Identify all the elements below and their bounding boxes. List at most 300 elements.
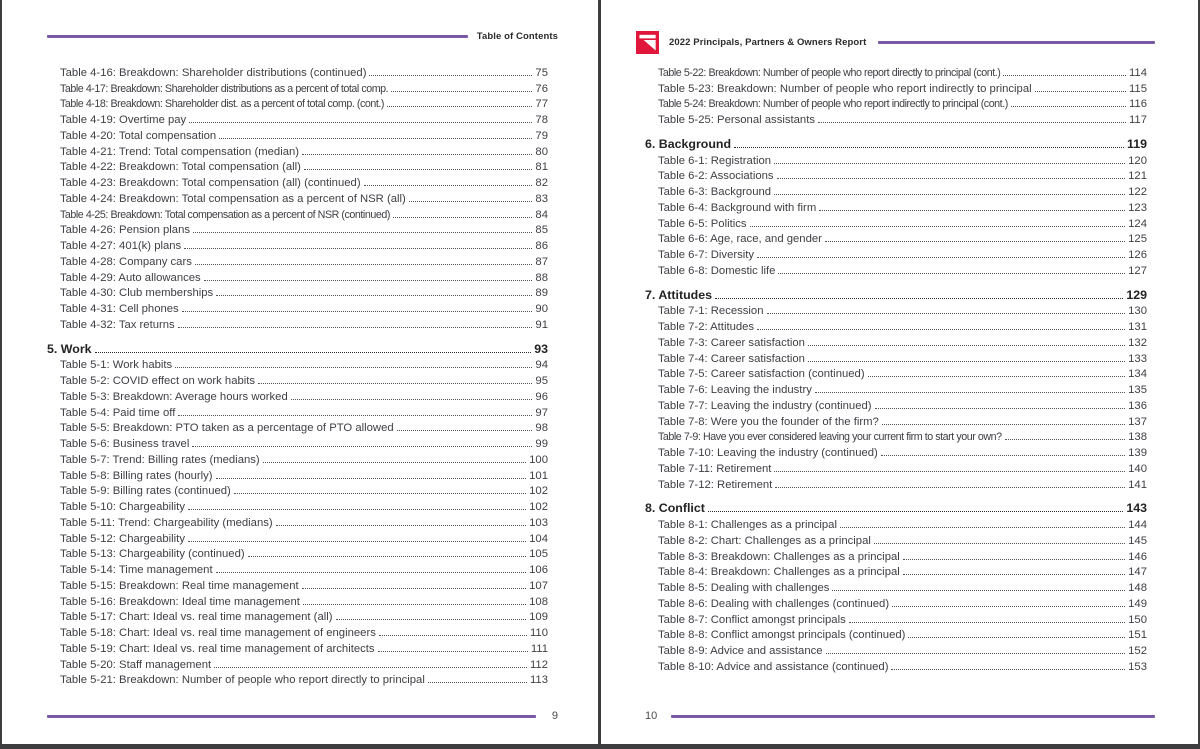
toc-entry-title: Table 8-7: Conflict amongst principals [658,613,846,626]
toc-page-ref: 117 [1128,114,1147,126]
toc-entry-row[interactable] [47,466,548,482]
toc-page-ref: 144 [1128,519,1147,531]
dot-leader [214,667,527,668]
toc-page-ref: 126 [1128,249,1147,261]
toc-entry-title: Table 5-7: Trend: Billing rates (medians) [60,453,260,466]
dot-leader [216,572,527,573]
toc-entry-row[interactable] [47,592,548,608]
dot-leader [840,527,1125,528]
toc-entry-title: 6. Background [645,136,732,151]
toc-entry-row[interactable] [645,563,1147,579]
toc-entry-title: Table 5-5: Breakdown: PTO taken as a percentage of PTO allowed [60,422,394,435]
dot-leader [336,619,527,620]
dot-leader [777,178,1126,179]
toc-entry-title: Table 7-9: Have you ever considered leaving your current firm to start your own? [658,431,1002,444]
toc-page-ref: 109 [529,611,548,624]
toc-entry-row[interactable] [47,623,548,639]
toc-page-ref: 132 [1128,336,1147,349]
toc-page-ref: 136 [1128,399,1147,412]
dot-leader [304,169,532,170]
toc-entry-row[interactable] [47,371,548,387]
toc-page-ref: 98 [535,422,548,435]
dot-leader [189,122,532,123]
toc-entry-title: Table 5-25: Personal assistants [658,114,815,126]
toc-entry-row[interactable] [47,513,548,529]
toc-page-ref: 83 [535,192,548,205]
toc-entry-row[interactable] [645,245,1147,261]
dot-leader [832,590,1125,591]
toc-entry-title: Table 6-1: Registration [658,154,772,167]
toc-page-ref: 101 [529,469,548,482]
toc-entry-title: Table 5-23: Breakdown: Number of people who report indirectly to principal [658,82,1032,95]
dot-leader [875,408,1126,409]
toc-page-left [2,0,598,744]
toc-entry-row[interactable] [47,560,548,576]
dot-leader [903,574,1125,575]
dot-leader [750,226,1126,227]
toc-section-row[interactable] [645,135,1147,151]
dot-leader [428,682,527,683]
toc-entry-title: Table 8-3: Breakdown: Challenges as a principal [658,550,900,563]
toc-entry-title: Table 7-5: Career satisfaction (continued) [658,368,865,381]
header-rule [47,35,468,38]
toc-entry-title: Table 4-18: Breakdown: Shareholder dist. as a percent of total comp. (cont.) [60,98,385,111]
toc-section-row[interactable] [645,286,1147,302]
toc-page-ref: 87 [535,255,548,268]
header-rule [878,41,1155,44]
dot-leader [369,75,532,76]
dot-leader [849,622,1125,623]
toc-entry-row[interactable] [47,236,548,252]
dot-leader [378,651,528,652]
dot-leader [708,511,1123,512]
toc-page-ref: 81 [535,161,548,174]
toc-entry-title: Table 6-3: Background [658,186,772,198]
toc-page-ref: 146 [1128,550,1147,563]
toc-entry-title: Table 5-22: Breakdown: Number of people who report directly to principal (cont.) [658,66,1001,79]
toc-page-ref: 93 [534,341,548,356]
dot-leader [393,217,532,218]
toc-entry-row[interactable] [645,182,1147,198]
toc-entry-title: Table 4-24: Breakdown: Total compensation as a percent of NSR (all) [60,192,406,205]
toc-entry-title: Table 7-2: Attitudes [658,321,755,333]
dot-leader [882,424,1125,425]
footer-rule [47,715,536,718]
toc-page-ref: 121 [1128,170,1147,183]
dot-leader [192,446,532,447]
dot-leader [1005,439,1126,440]
toc-page-right [601,0,1198,744]
page-footer [645,710,1155,722]
dot-leader [757,257,1125,258]
toc-entry-row[interactable] [47,126,548,142]
toc-entry-row[interactable] [645,261,1147,277]
toc-entry-row[interactable] [47,639,548,655]
toc-page-ref: 137 [1128,415,1147,428]
toc-entry-title: Table 5-20: Staff management [60,658,212,671]
header-title: 2022 Principals, Partners & Owners Report [669,37,867,48]
toc-entry-row[interactable] [645,365,1147,381]
toc-page-ref: 99 [535,438,548,450]
toc-entry-row[interactable] [47,268,548,284]
toc-page-ref: 141 [1128,478,1147,491]
toc-entry-title: Table 6-8: Domestic life [658,264,776,277]
toc-entry-row[interactable] [47,529,548,545]
dot-leader [178,327,533,328]
toc-entry-title: 7. Attitudes [645,287,713,302]
dot-leader [775,487,1125,488]
dot-leader [778,273,1125,274]
toc-entry-row[interactable] [645,610,1147,626]
toc-entry-title: Table 5-24: Breakdown: Number of people who report indirectly to principal (cont.) [658,98,1008,111]
toc-page-ref: 119 [1127,136,1147,151]
toc-entry-title: Table 5-13: Chargeability (continued) [60,548,245,561]
toc-entry-row[interactable] [47,315,548,331]
toc-page-ref: 78 [535,114,548,126]
dot-leader [1011,106,1126,107]
toc-entry-row[interactable] [47,158,548,174]
toc-entry-title: Table 8-5: Dealing with challenges [658,582,830,594]
toc-page-ref: 143 [1126,501,1147,516]
toc-page-ref: 150 [1128,613,1147,626]
dot-leader [815,392,1125,393]
toc-entry-row[interactable] [47,252,548,268]
dot-leader [892,606,1125,607]
toc-entry-title: Table 5-14: Time management [60,564,213,576]
toc-entry-title: Table 7-6: Leaving the industry [658,384,812,396]
dot-leader [808,361,1125,362]
dot-leader [715,298,1123,299]
toc-entry-title: Table 5-12: Chargeability [60,532,185,545]
toc-entry-title: Table 4-23: Breakdown: Total compensation (all) (continued) [60,177,361,189]
toc-entry-row[interactable] [645,531,1147,547]
toc-page-ref: 100 [529,453,548,466]
toc-page-ref: 79 [535,129,548,142]
toc-entry-title: Table 5-2: COVID effect on work habits [60,375,256,387]
dot-leader [1035,91,1126,92]
dot-leader [826,653,1126,654]
toc-entry-row[interactable] [645,167,1147,183]
toc-entry-row[interactable] [645,214,1147,230]
toc-page-ref: 95 [535,375,548,387]
toc-page-ref: 88 [535,271,548,284]
toc-entry-title: Table 4-21: Trend: Total compensation (median) [60,145,300,158]
toc-page-ref: 89 [535,287,548,300]
dot-leader [1003,75,1126,76]
toc-entry-row[interactable] [645,475,1147,491]
toc-entry-row[interactable] [47,671,548,687]
toc-entry-row[interactable] [645,594,1147,610]
toc-entry-row[interactable] [645,151,1147,167]
toc-entry-row[interactable] [645,515,1147,531]
toc-entry-title: Table 4-29: Auto allowances [60,271,201,284]
toc-entry-title: Table 5-21: Breakdown: Number of people who report directly to principal [60,674,425,687]
toc-page-ref: 94 [535,359,548,372]
dot-leader [195,264,533,265]
toc-entry-row[interactable] [47,655,548,671]
toc-entry-title: Table 7-3: Career satisfaction [658,336,805,349]
toc-section-row[interactable] [47,340,548,356]
toc-page-ref: 97 [535,406,548,419]
toc-page-ref: 122 [1128,186,1147,198]
toc-entry-row[interactable] [47,545,548,561]
toc-entry-row[interactable] [645,198,1147,214]
toc-entry-title: Table 7-11: Retirement [658,462,772,475]
toc-page-ref: 129 [1126,287,1147,302]
dot-leader [379,635,527,636]
dot-leader [234,493,526,494]
toc-entry-title: Table 8-4: Breakdown: Challenges as a principal [658,566,900,579]
toc-entry-row[interactable] [645,578,1147,594]
toc-entry-row[interactable] [47,63,548,79]
toc-entry-row[interactable] [645,428,1147,444]
page-number: 10 [645,710,658,722]
dot-leader [178,415,532,416]
toc-page-ref: 153 [1128,660,1147,673]
toc-page-ref: 147 [1128,566,1147,579]
toc-entry-row[interactable] [47,142,548,158]
dot-leader [391,91,532,92]
toc-entry-title: Table 5-10: Chargeability [60,501,185,513]
toc-section-row[interactable] [645,500,1147,516]
toc-entry-title: 8. Conflict [645,501,705,516]
toc-entry-row[interactable] [47,110,548,126]
toc-entry-title: Table 5-6: Business travel [60,438,190,450]
toc-entry-title: Table 5-1: Work habits [60,359,173,372]
toc-page-ref: 145 [1128,534,1147,547]
dot-leader [908,637,1125,638]
page-number: 9 [551,710,558,722]
toc-entry-row[interactable] [47,450,548,466]
toc-entry-title: Table 4-30: Club memberships [60,287,214,300]
toc-page-ref: 84 [535,208,548,221]
toc-page-ref: 108 [529,595,548,608]
dot-leader [276,525,526,526]
toc-entry-title: Table 4-17: Breakdown: Shareholder distributions as a percent of total comp. [60,82,389,95]
toc-entry-title: Table 4-22: Breakdown: Total compensation (all) [60,161,301,174]
toc-entry-row[interactable] [47,79,548,95]
toc-page-ref: 123 [1128,201,1147,214]
toc-entry-row[interactable] [645,380,1147,396]
toc-page-ref: 90 [535,303,548,315]
toc-page-ref: 96 [535,390,548,403]
toc-page-ref: 127 [1128,264,1147,277]
toc-entry-title: Table 8-6: Dealing with challenges (continued) [658,597,890,610]
toc-entry-row[interactable] [47,95,548,111]
dot-leader [219,138,532,139]
toc-entry-row[interactable] [645,317,1147,333]
dot-leader [818,122,1126,123]
toc-entry-row[interactable] [47,608,548,624]
toc-entry-row[interactable] [47,173,548,189]
toc-entry-row[interactable] [47,221,548,237]
toc-page-ref: 80 [535,145,548,158]
toc-page-ref: 106 [529,564,548,576]
toc-entry-row[interactable] [645,110,1147,126]
toc-entry-title: Table 5-9: Billing rates (continued) [60,485,231,498]
toc-entry-title: Table 4-28: Company cars [60,255,192,268]
toc-page-ref: 103 [529,516,548,529]
toc-entry-row[interactable] [645,459,1147,475]
page-header [636,31,1155,54]
toc-page-ref: 149 [1128,597,1147,610]
toc-entry-title: Table 5-18: Chart: Ideal vs. real time management of engineers [60,627,376,639]
dot-leader [903,559,1125,560]
dot-leader [891,669,1125,670]
toc-page-ref: 124 [1128,217,1147,230]
dot-leader [263,462,526,463]
dot-leader [302,588,527,589]
toc-entry-title: Table 7-10: Leaving the industry (continued) [658,447,878,459]
toc-entry-title: Table 4-25: Breakdown: Total compensation as a percent of NSR (continued) [60,208,390,221]
toc-page-ref: 105 [529,548,548,561]
toc-entry-row[interactable] [47,419,548,435]
toc-page-ref: 91 [535,318,548,331]
toc-entry-row[interactable] [47,387,548,403]
toc-entry-title: Table 5-8: Billing rates (hourly) [60,469,213,482]
toc-entry-row[interactable] [645,547,1147,563]
toc-page-ref: 134 [1128,368,1147,381]
dot-leader [258,383,532,384]
toc-page-ref: 138 [1128,431,1147,444]
toc-entry-title: Table 4-19: Overtime pay [60,114,187,126]
toc-page-ref: 77 [535,98,548,111]
toc-entry-title: Table 5-4: Paid time off [60,406,176,419]
page-footer [47,710,558,722]
toc-entry-title: Table 7-12: Retirement [658,478,773,491]
toc-page-ref: 82 [535,177,548,189]
toc-entry-title: Table 4-27: 401(k) plans [60,240,182,252]
dot-leader [774,163,1125,164]
toc-page-ref: 107 [529,579,548,592]
toc-page-ref: 110 [529,627,548,639]
dot-leader [188,509,526,510]
toc-entry-row[interactable] [645,95,1147,111]
toc-page-ref: 130 [1128,305,1147,318]
dot-leader [774,194,1125,195]
toc-page-ref: 139 [1128,447,1147,459]
toc-entry-title: Table 7-4: Career satisfaction [658,352,805,365]
toc-entry-row[interactable] [645,641,1147,657]
dot-leader [204,280,533,281]
dot-leader [409,201,533,202]
toc-entry-row[interactable] [47,189,548,205]
toc-entry-title: Table 4-20: Total compensation [60,129,217,142]
toc-page-ref: 125 [1128,233,1147,246]
toc-page-ref: 131 [1128,321,1147,333]
toc-entry-row[interactable] [645,230,1147,246]
dot-leader [397,430,533,431]
toc-page-ref: 152 [1128,645,1147,657]
toc-entry-row[interactable] [47,482,548,498]
toc-entry-title: Table 8-1: Challenges as a principal [658,519,837,531]
toc-page-ref: 111 [530,642,548,655]
toc-page-ref: 76 [535,82,548,95]
toc-page-ref: 140 [1128,462,1147,475]
toc-page-ref: 85 [535,224,548,237]
toc-entry-row[interactable] [645,333,1147,349]
header-title: Table of Contents [476,31,558,42]
toc-entry-row[interactable] [47,299,548,315]
toc-entry-row[interactable] [645,657,1147,673]
toc-entry-title: Table 5-3: Breakdown: Average hours worked [60,390,288,403]
toc-entry-row[interactable] [47,205,548,221]
dot-leader [774,471,1125,472]
toc-entry-row[interactable] [645,302,1147,318]
toc-entry-row[interactable] [645,79,1147,95]
toc-page-ref: 151 [1128,629,1147,642]
toc-entry-row[interactable] [645,349,1147,365]
toc-page-ref: 133 [1128,352,1147,365]
dot-leader [248,556,527,557]
toc-entry-row[interactable] [47,576,548,592]
toc-entry-title: Table 4-26: Pension plans [60,224,191,237]
dot-leader [881,455,1125,456]
dot-leader [193,232,532,233]
dot-leader [757,329,1125,330]
toc-page-ref: 135 [1128,384,1147,396]
toc-entry-title: Table 5-16: Breakdown: Ideal time management [60,595,300,608]
toc-list [47,63,548,686]
toc-page-ref: 148 [1128,582,1147,594]
toc-entry-row[interactable] [47,356,548,372]
toc-page-ref: 115 [1128,82,1147,95]
toc-entry-title: Table 5-19: Chart: Ideal vs. real time management of architects [60,642,375,655]
toc-entry-title: Table 4-16: Breakdown: Shareholder distributions (continued) [60,66,367,79]
toc-entry-title: Table 6-7: Diversity [658,249,755,261]
toc-page-ref: 113 [529,674,548,687]
toc-page-ref: 75 [535,66,548,79]
zweig-group-logo-icon [636,31,659,54]
toc-entry-title: Table 8-8: Conflict amongst principals (continued) [658,629,906,642]
toc-entry-title: Table 6-5: Politics [658,217,747,230]
toc-entry-row[interactable] [645,396,1147,412]
toc-page-ref: 116 [1128,98,1147,111]
dot-leader [95,352,532,353]
dot-leader [808,345,1125,346]
toc-entry-title: Table 5-17: Chart: Ideal vs. real time management (all) [60,611,333,624]
page-header [47,31,558,42]
toc-entry-title: Table 6-4: Background with firm [658,201,817,214]
toc-entry-title: Table 8-2: Chart: Challenges as a principal [658,534,871,547]
toc-entry-title: Table 4-32: Tax returns [60,318,175,331]
toc-entry-title: Table 7-8: Were you the founder of the firm? [658,415,879,428]
toc-entry-title: Table 5-11: Trend: Chargeability (medians) [60,516,273,529]
toc-entry-row[interactable] [645,412,1147,428]
dot-leader [216,478,527,479]
toc-entry-title: 5. Work [47,341,92,356]
toc-entry-row[interactable] [645,626,1147,642]
toc-entry-row[interactable] [47,284,548,300]
dot-leader [734,147,1124,148]
toc-page-ref: 86 [535,240,548,252]
dot-leader [825,241,1125,242]
dot-leader [868,376,1126,377]
toc-entry-title: Table 8-9: Advice and assistance [658,645,823,657]
dot-leader [302,154,532,155]
toc-entry-title: Table 8-10: Advice and assistance (continued) [658,660,889,673]
toc-entry-row[interactable] [645,443,1147,459]
dot-leader [874,543,1125,544]
dot-leader [819,210,1125,211]
toc-page-ref: 102 [529,501,548,513]
toc-entry-row[interactable] [47,434,548,450]
toc-entry-row[interactable] [47,403,548,419]
toc-entry-row[interactable] [645,63,1147,79]
toc-entry-title: Table 6-6: Age, race, and gender [658,233,822,246]
dot-leader [188,541,526,542]
toc-entry-row[interactable] [47,497,548,513]
